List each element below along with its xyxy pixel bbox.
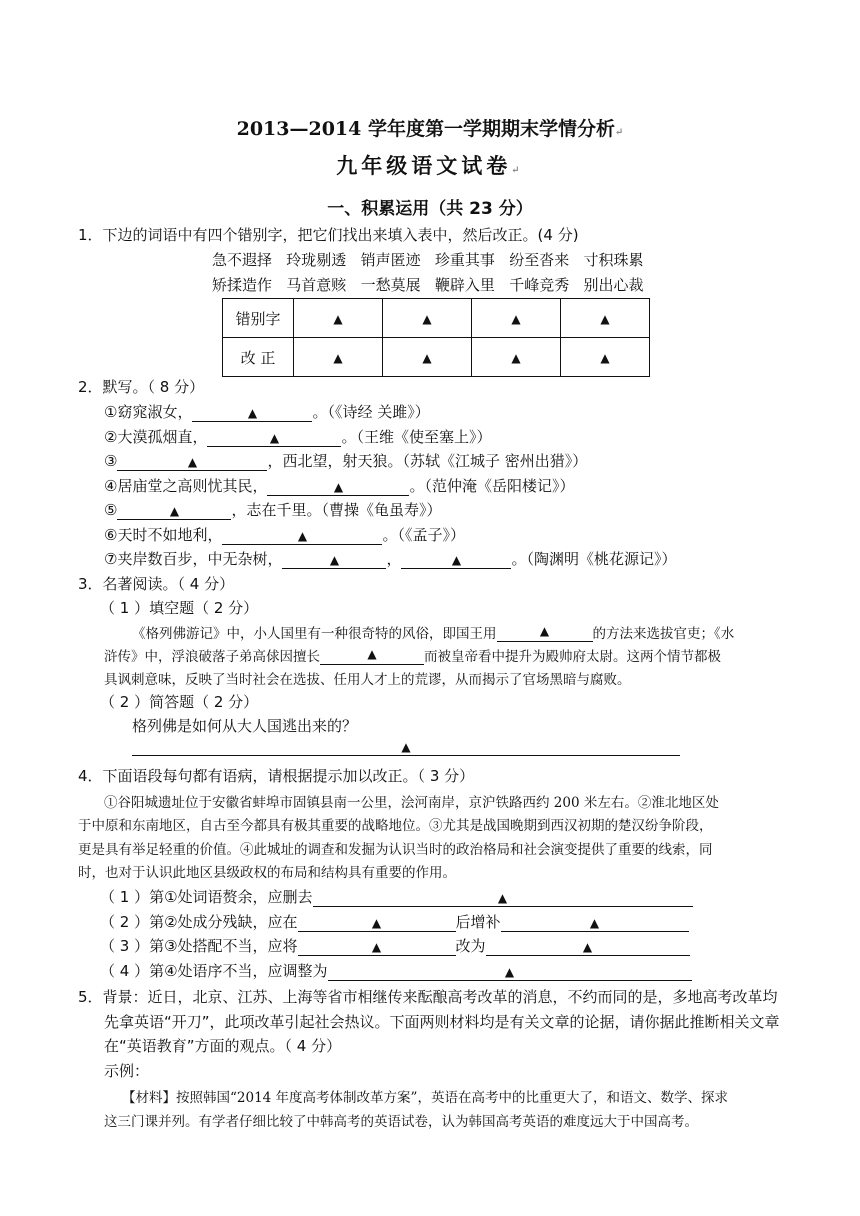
q4-sub2: （ 2 ）第②处成分残缺，应在 ▲ 后增补 ▲ (100, 911, 689, 932)
q1-prompt: 1．下边的词语中有四个错别字，把它们找出来填入表中，然后改正。(4 分) (78, 226, 579, 244)
q5-line2: 先拿英语“开刀”，此项改革引起社会热议。下面两则材料均是有关文章的论据，请你据此推断相关文章 (104, 1013, 780, 1031)
q2-item-2: ②大漠孤烟直， ▲ 。（王维《使至塞上》） (104, 428, 492, 446)
error-table (222, 298, 650, 377)
answer-cell[interactable]: ▲ (561, 338, 650, 377)
q3-para-line3: 具讽刺意味，反映了当时社会在选拔、任用人才上的荒谬，从而揭示了官场黑暗与腐败。 (104, 672, 631, 688)
q3-sub1: （ 1 ）填空题（ 2 分） (100, 599, 259, 617)
q2-prompt: 2．默写。（ 8 分） (78, 378, 205, 396)
answer-blank[interactable]: ▲ (501, 913, 689, 932)
answer-blank[interactable]: ▲ (282, 550, 386, 569)
exam-subtitle: 九年级语文试卷↵ (336, 153, 524, 178)
q4-para-line1: ①谷阳城遗址位于安徽省蚌埠市固镇县南一公里，浍河南岸，京沪铁路西约 200 米左右。②淮北地区处 (104, 795, 719, 811)
answer-blank[interactable]: ▲ (267, 477, 409, 496)
q2-item-4: ④居庙堂之高则忧其民， ▲ 。（范仲淹《岳阳楼记》） (104, 477, 575, 495)
answer-cell[interactable]: ▲ (383, 299, 472, 338)
answer-blank[interactable]: ▲ (328, 962, 692, 981)
q2-item-3: ③ ▲ ，西北望，射天狼。（苏轼《江城子 密州出猎》） (104, 452, 588, 470)
q5-example-label: 示例： (104, 1062, 150, 1080)
q4-sub1: （ 1 ）第①处词语赘余，应删去 ▲ (100, 886, 693, 907)
answer-blank[interactable]: ▲ (222, 526, 382, 545)
answer-cell[interactable]: ▲ (383, 338, 472, 377)
exam-title: 2013—2014 学年度第一学期期末学情分析↵ (236, 118, 624, 140)
q2-item-1: ①窈窕淑女， ▲ 。（《诗经 关雎》） (104, 403, 430, 421)
q5-material-line2: 这三门课并列。有学者仔细比较了中韩高考的英语试卷，认为韩国高考英语的难度远大于中国高考。 (104, 1114, 698, 1130)
answer-cell[interactable]: ▲ (294, 338, 383, 377)
table-label-correct: 改 正 (223, 338, 294, 377)
answer-cell[interactable]: ▲ (561, 299, 650, 338)
q4-para-line4: 时，也对于认识此地区县级政权的布局和结构具有重要的作用。 (78, 865, 456, 881)
q3-sub2: （ 2 ）简答题（ 2 分） (100, 693, 259, 711)
q1-words-row1: 急不遐择 玲珑剔透 销声匿迹 珍重其事 纷至沓来 寸积珠累 (212, 251, 644, 269)
q4-prompt: 4．下面语段每句都有语病，请根据提示加以改正。（ 3 分） (78, 767, 475, 785)
answer-blank[interactable]: ▲ (117, 501, 231, 520)
q4-sub3: （ 3 ）第③处搭配不当，应将 ▲ 改为 ▲ (100, 935, 690, 956)
answer-blank[interactable]: ▲ (192, 403, 312, 422)
q4-para-line3: 更是具有举足轻重的价值。④此城址的调查和发掘为认识当时的政治格局和社会演变提供了重要的线索，同 (78, 842, 713, 858)
answer-blank[interactable]: ▲ (320, 646, 424, 665)
answer-blank[interactable]: ▲ (486, 937, 690, 956)
q2-item-6: ⑥天时不如地利， ▲ 。（《孟子》） (104, 526, 465, 544)
answer-blank[interactable]: ▲ (401, 550, 511, 569)
answer-blank[interactable]: ▲ (497, 623, 593, 642)
q3-prompt: 3．名著阅读。（ 4 分） (78, 575, 235, 593)
q2-item-5: ⑤ ▲ ，志在千里。（曹操《龟虽寿》） (104, 501, 442, 519)
answer-cell[interactable]: ▲ (472, 299, 561, 338)
q3-para-line1: 《格列佛游记》中，小人国里有一种很奇特的风俗，即国王用 ▲ 的方法来选拔官吏；《水 (132, 624, 735, 642)
q5-line1: 5．背景：近日，北京、江苏、上海等省市相继传来酝酿高考改革的消息，不约而同的是，多地高考改革均 (78, 988, 778, 1006)
answer-blank[interactable]: ▲ (298, 913, 456, 932)
answer-blank[interactable]: ▲ (313, 888, 693, 907)
q4-sub4: （ 4 ）第④处语序不当，应调整为 ▲ (100, 960, 692, 981)
answer-cell[interactable]: ▲ (294, 299, 383, 338)
table-label-wrong: 错别字 (223, 299, 294, 338)
q1-words-row2: 矫揉造作 马首意赅 一愁莫展 鞭辟入里 千峰竞秀 别出心裁 (212, 276, 644, 294)
q3-para-line2: 浒传》中，浮浪破落子弟高俅因擅长 ▲ 而被皇帝看中提升为殿帅府太尉。这两个情节都极 (104, 647, 721, 665)
section-title: 一、积累运用（共 23 分） (327, 199, 533, 219)
q5-material-line1: 【材料】按照韩国“2014 年度高考体制改革方案”，英语在高考中的比重更大了，和语文、数学、探求 (122, 1090, 728, 1106)
answer-blank[interactable]: ▲ (207, 428, 341, 447)
q3-question: 格列佛是如何从大人国逃出来的？ (132, 717, 358, 735)
answer-cell[interactable]: ▲ (472, 338, 561, 377)
q4-para-line2: 于中原和东南地区，自古至今都具有极其重要的战略地位。③尤其是战国晚期到西汉初期的楚汉纷争阶段， (78, 818, 713, 834)
q2-item-7: ⑦夹岸数百步，中无杂树， ▲ ， ▲ 。（陶渊明《桃花源记》） (104, 550, 677, 568)
q5-line3: 在“英语教育”方面的观点。（ 4 分） (104, 1037, 342, 1055)
answer-blank[interactable]: ▲ (117, 452, 267, 471)
answer-blank[interactable]: ▲ (298, 937, 456, 956)
answer-line[interactable]: ▲ (132, 737, 680, 756)
